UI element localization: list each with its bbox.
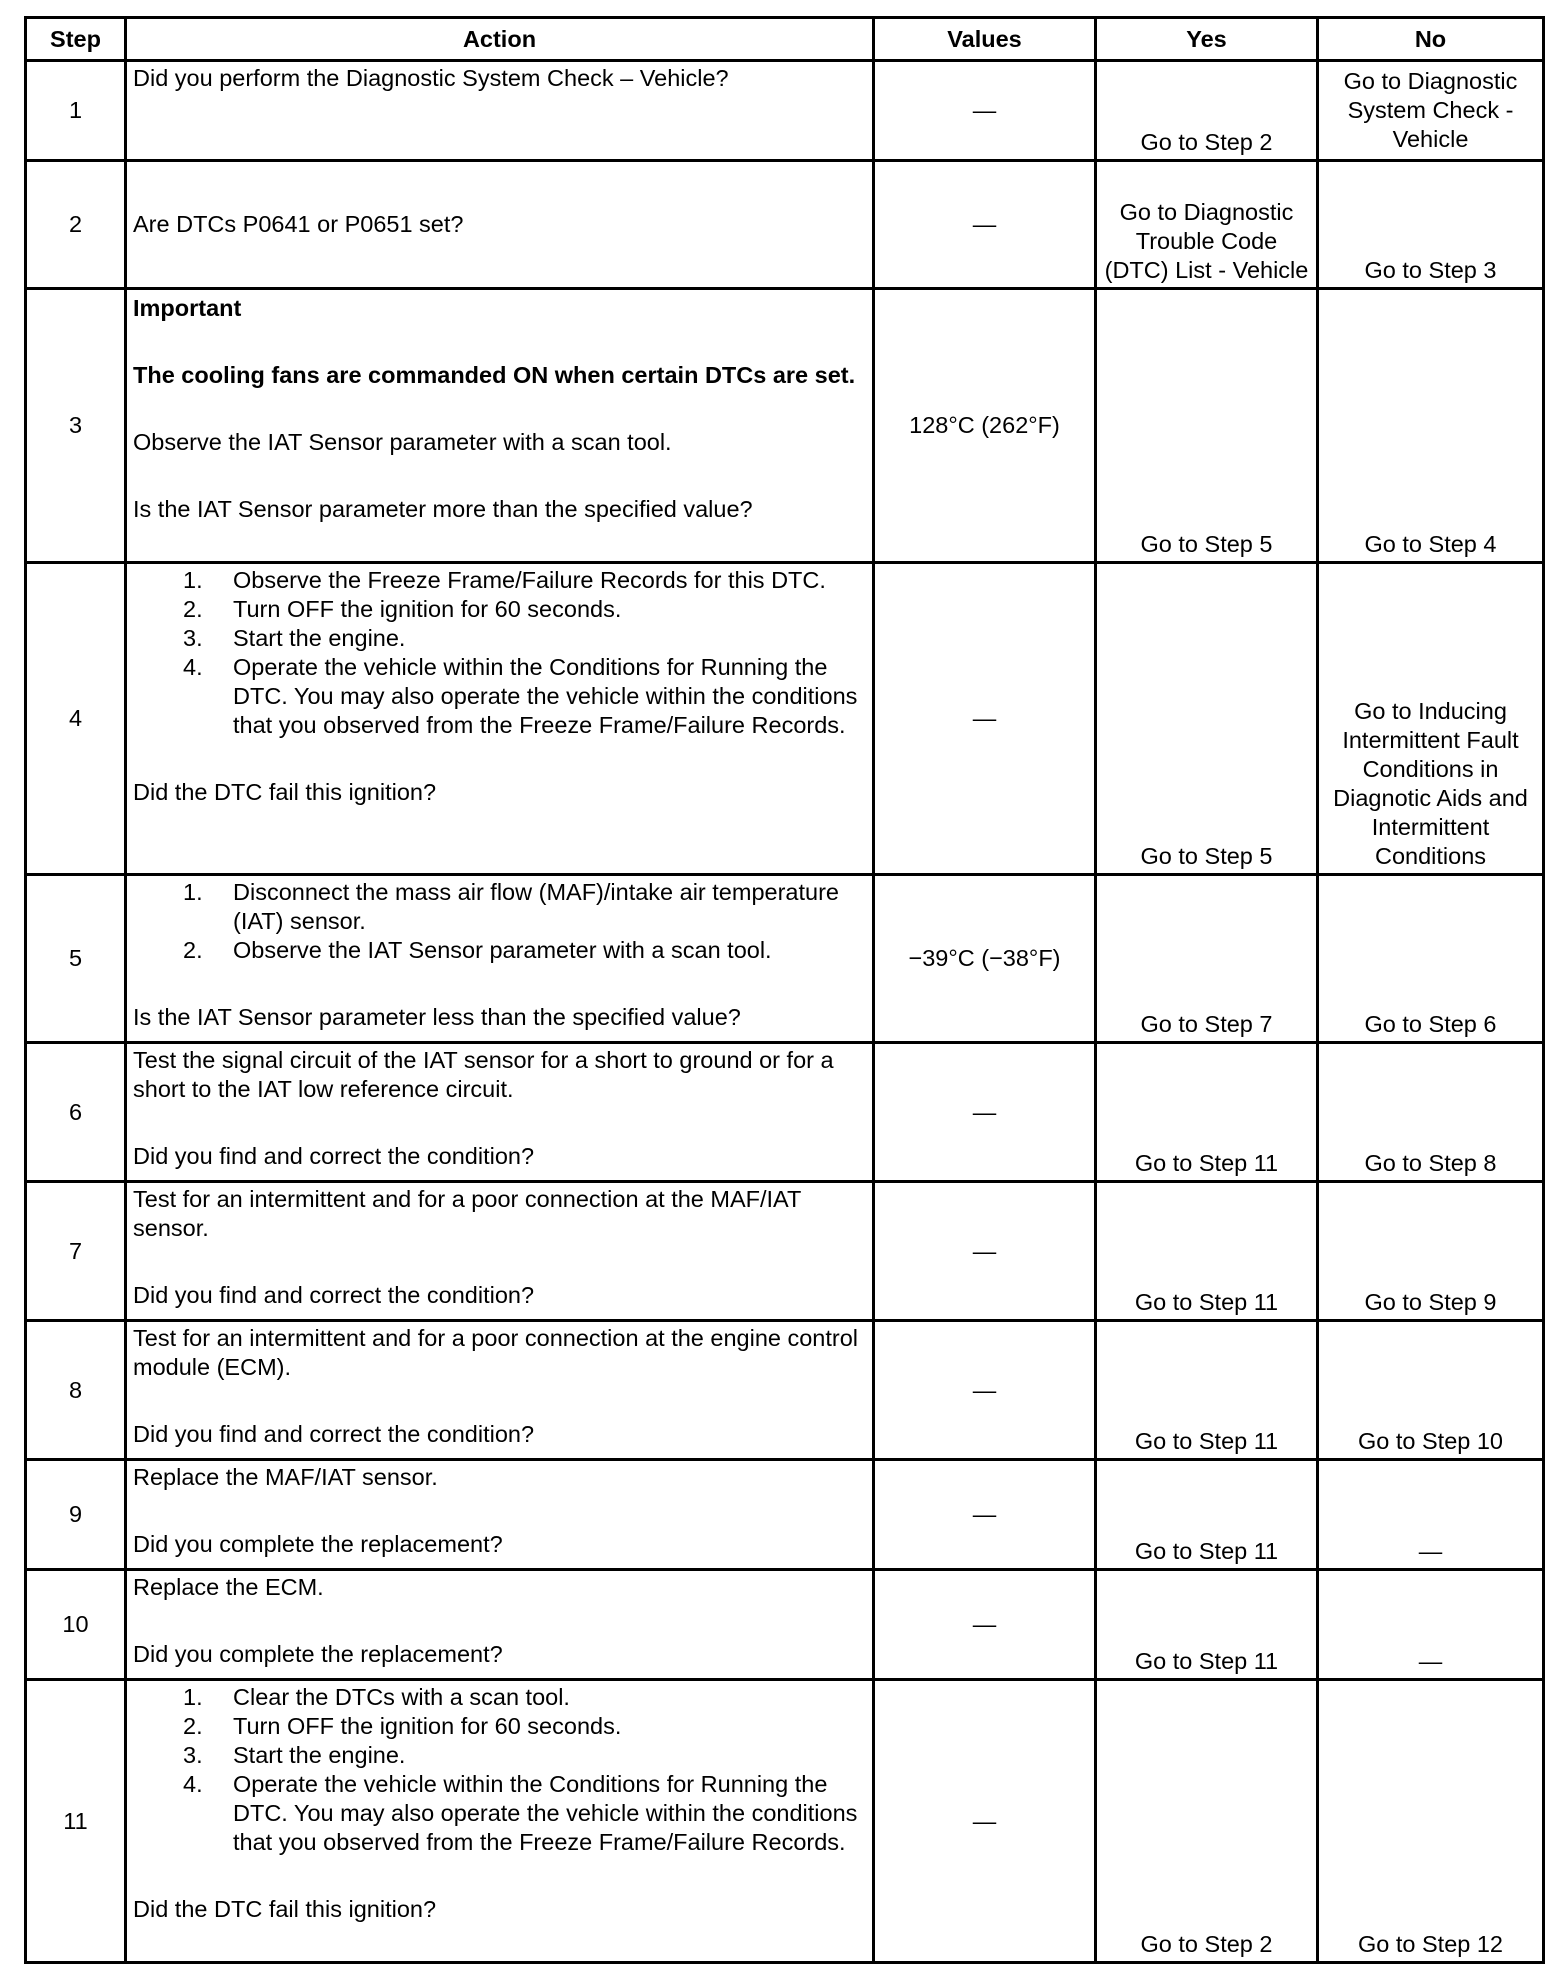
- yes-cell: Go to Step 5: [1096, 563, 1318, 875]
- yes-cell: Go to Diagnostic Trouble Code (DTC) List - Vehicle: [1096, 161, 1318, 289]
- no-cell: Go to Inducing Intermittent Fault Conditions in Diagnotic Aids and Intermittent Conditions: [1318, 563, 1544, 875]
- list-item: 1. Observe the Freeze Frame/Failure Records for this DTC.: [183, 567, 826, 593]
- step-number: 9: [26, 1460, 126, 1570]
- yes-cell: Go to Step 11: [1096, 1043, 1318, 1182]
- header-no: No: [1318, 18, 1544, 61]
- question-text: Did you find and correct the condition?: [133, 1282, 535, 1308]
- action-cell: [126, 1321, 874, 1460]
- yes-cell: Go to Step 2: [1096, 1680, 1318, 1963]
- step-number: 4: [26, 563, 126, 875]
- table-row: [26, 1182, 1544, 1321]
- yes-cell: Go to Step 5: [1096, 289, 1318, 563]
- list-item: 3. Start the engine.: [183, 625, 406, 651]
- list-item: 4. Operate the vehicle within the Conditions for Running the DTC. You may also operate the vehicle within the conditions that you observed from the Freeze Frame/Failure Records.: [183, 654, 858, 738]
- no-cell: Go to Step 8: [1318, 1043, 1544, 1182]
- list-item: 1. Clear the DTCs with a scan tool.: [183, 1684, 570, 1710]
- action-cell: [126, 1570, 874, 1680]
- yes-cell: Go to Step 7: [1096, 875, 1318, 1043]
- question-text: Did the DTC fail this ignition?: [133, 1896, 437, 1922]
- header-action: Action: [126, 18, 874, 61]
- list-item: 4. Operate the vehicle within the Conditions for Running the DTC. You may also operate the vehicle within the conditions that you observed from the Freeze Frame/Failure Records.: [183, 1771, 858, 1855]
- list-item: 2. Turn OFF the ignition for 60 seconds.: [183, 596, 622, 622]
- instruction-text: Replace the MAF/IAT sensor.: [133, 1464, 438, 1490]
- step-number: 11: [26, 1680, 126, 1963]
- action-cell: [126, 289, 874, 563]
- value-cell: —: [874, 1460, 1096, 1570]
- important-text: The cooling fans are commanded ON when certain DTCs are set.: [133, 362, 856, 388]
- no-cell: Go to Step 4: [1318, 289, 1544, 563]
- question-text: Is the IAT Sensor parameter less than the specified value?: [133, 1004, 741, 1030]
- action-cell: [126, 875, 874, 1043]
- diagnostic-table: [24, 16, 1545, 1964]
- instruction-text: Test for an intermittent and for a poor connection at the engine control module (ECM).: [133, 1325, 859, 1380]
- value-cell: —: [874, 61, 1096, 161]
- table-row: [26, 1570, 1544, 1680]
- value-cell: 128°C (262°F): [874, 289, 1096, 563]
- value-cell: —: [874, 1570, 1096, 1680]
- yes-cell: Go to Step 2: [1096, 61, 1318, 161]
- action-cell: [126, 1182, 874, 1321]
- question-text: Did you complete the replacement?: [133, 1531, 503, 1557]
- instruction-text: Test the signal circuit of the IAT sensor for a short to ground or for a short to the IAT low reference circuit.: [133, 1047, 834, 1102]
- step-number: 3: [26, 289, 126, 563]
- instruction-text: Observe the IAT Sensor parameter with a scan tool.: [133, 429, 672, 455]
- table-row: [26, 1460, 1544, 1570]
- table-row: [26, 563, 1544, 875]
- step-number: 2: [26, 161, 126, 289]
- value-cell: —: [874, 1321, 1096, 1460]
- value-cell: —: [874, 1182, 1096, 1321]
- step-number: 1: [26, 61, 126, 161]
- question-text: Did the DTC fail this ignition?: [133, 779, 437, 805]
- list-item: 3. Start the engine.: [183, 1742, 406, 1768]
- action-cell: [126, 161, 874, 289]
- table-row: [26, 1043, 1544, 1182]
- header-step: Step: [26, 18, 126, 61]
- question-text: Is the IAT Sensor parameter more than the specified value?: [133, 496, 753, 522]
- yes-cell: Go to Step 11: [1096, 1182, 1318, 1321]
- step-number: 7: [26, 1182, 126, 1321]
- table-row: [26, 1321, 1544, 1460]
- list-item: 2. Observe the IAT Sensor parameter with a scan tool.: [183, 937, 772, 963]
- table-row: [26, 61, 1544, 161]
- no-cell: —: [1318, 1570, 1544, 1680]
- value-cell: —: [874, 161, 1096, 289]
- no-cell: Go to Step 9: [1318, 1182, 1544, 1321]
- no-cell: Go to Step 12: [1318, 1680, 1544, 1963]
- step-list: [133, 566, 866, 740]
- table-row: [26, 161, 1544, 289]
- table-row: [26, 875, 1544, 1043]
- header-row: [26, 18, 1544, 61]
- step-number: 8: [26, 1321, 126, 1460]
- step-list: [133, 878, 866, 965]
- no-cell: Go to Step 10: [1318, 1321, 1544, 1460]
- header-yes: Yes: [1096, 18, 1318, 61]
- value-cell: −39°C (−38°F): [874, 875, 1096, 1043]
- yes-cell: Go to Step 11: [1096, 1570, 1318, 1680]
- table-row: [26, 1680, 1544, 1963]
- question-text: Did you find and correct the condition?: [133, 1143, 535, 1169]
- value-cell: —: [874, 563, 1096, 875]
- step-list: [133, 1683, 866, 1857]
- no-cell: —: [1318, 1460, 1544, 1570]
- instruction-text: Test for an intermittent and for a poor connection at the MAF/IAT sensor.: [133, 1186, 801, 1241]
- important-title: Important: [133, 295, 242, 321]
- table-row: [26, 289, 1544, 563]
- yes-cell: Go to Step 11: [1096, 1460, 1318, 1570]
- no-cell: Go to Diagnostic System Check - Vehicle: [1318, 61, 1544, 161]
- question-text: Are DTCs P0641 or P0651 set?: [133, 211, 464, 237]
- no-cell: Go to Step 6: [1318, 875, 1544, 1043]
- no-cell: Go to Step 3: [1318, 161, 1544, 289]
- instruction-text: Replace the ECM.: [133, 1574, 324, 1600]
- value-cell: —: [874, 1680, 1096, 1963]
- action-cell: [126, 61, 874, 161]
- action-cell: [126, 1043, 874, 1182]
- header-values: Values: [874, 18, 1096, 61]
- action-cell: [126, 1460, 874, 1570]
- question-text: Did you complete the replacement?: [133, 1641, 503, 1667]
- list-item: 1. Disconnect the mass air flow (MAF)/intake air temperature (IAT) sensor.: [183, 879, 839, 934]
- yes-cell: Go to Step 11: [1096, 1321, 1318, 1460]
- step-number: 6: [26, 1043, 126, 1182]
- list-item: 2. Turn OFF the ignition for 60 seconds.: [183, 1713, 622, 1739]
- step-number: 5: [26, 875, 126, 1043]
- value-cell: —: [874, 1043, 1096, 1182]
- step-number: 10: [26, 1570, 126, 1680]
- action-cell: [126, 1680, 874, 1963]
- question-text: Did you perform the Diagnostic System Check – Vehicle?: [133, 65, 729, 91]
- action-cell: [126, 563, 874, 875]
- question-text: Did you find and correct the condition?: [133, 1421, 535, 1447]
